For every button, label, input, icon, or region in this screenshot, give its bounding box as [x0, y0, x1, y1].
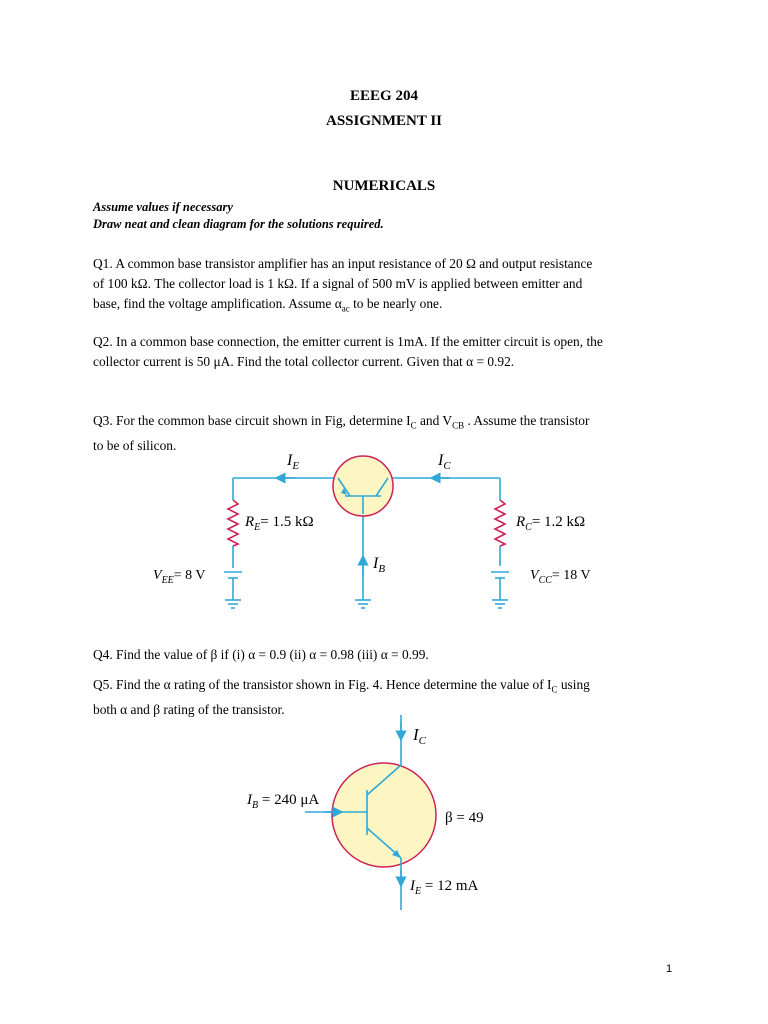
course-code: EEEG 204	[350, 88, 418, 104]
label-vcc: $V_{CC}= 18$ V	[530, 568, 591, 586]
question-5: Q5. Find the α rating of the transistor shown in Fig. 4. Hence determine the value of $I_C$ using both α and β rating of the transistor.	[93, 677, 590, 717]
label-ie: $I_E$	[287, 452, 300, 472]
section-title: NUMERICALS	[332, 178, 436, 194]
question-4: Q4. Find the value of β if (i) α = 0.9 (ii) α = 0.98 (iii) α = 0.99.	[93, 647, 429, 662]
note-diagram: Draw neat and clean diagram for the solutions required.	[93, 217, 384, 231]
label-ic-fig4: $I_C$	[413, 725, 427, 747]
question-1: Q1. A common base transistor amplifier has an input resistance of 20 Ω and output resistance of 100 kΩ. The collector load is 1 kΩ. If a signal of 500 mV is applied between emitter and base, find the voltage amplification. Assume $\alpha_{ac}$ to be nearly one.	[93, 256, 593, 314]
assignment-title: ASSIGNMENT II	[325, 113, 442, 129]
transistor-figure-4	[0, 710, 768, 915]
label-ib-fig4: $I_B = 240$ μA	[247, 792, 320, 811]
label-rc: $R_C= 1.2$ kΩ	[516, 514, 586, 533]
label-ib: $I_B$	[373, 555, 386, 575]
circuit-figure-1	[0, 448, 768, 628]
label-vee: $V_{EE}= 8$ V	[153, 568, 206, 586]
question-3: Q3. For the common base circuit shown in Fig, determine $I_C$ and $V_{CB}$ . Assume the transistor to be of silicon.	[93, 413, 590, 453]
note-assume: Assume values if necessary	[93, 200, 233, 214]
page-number: 1	[666, 963, 673, 975]
label-ie-fig4: $I_E = 12$ mA	[410, 878, 479, 897]
label-beta: β = 49	[445, 810, 484, 826]
label-re: $R_E= 1.5$ kΩ	[245, 514, 314, 533]
label-ic: $I_C$	[438, 452, 451, 472]
question-2: Q2. In a common base connection, the emitter current is 1mA. If the emitter circuit is open, the collector current is 50 μA. Find the total collector current. Given that α = 0.92.	[93, 334, 603, 369]
